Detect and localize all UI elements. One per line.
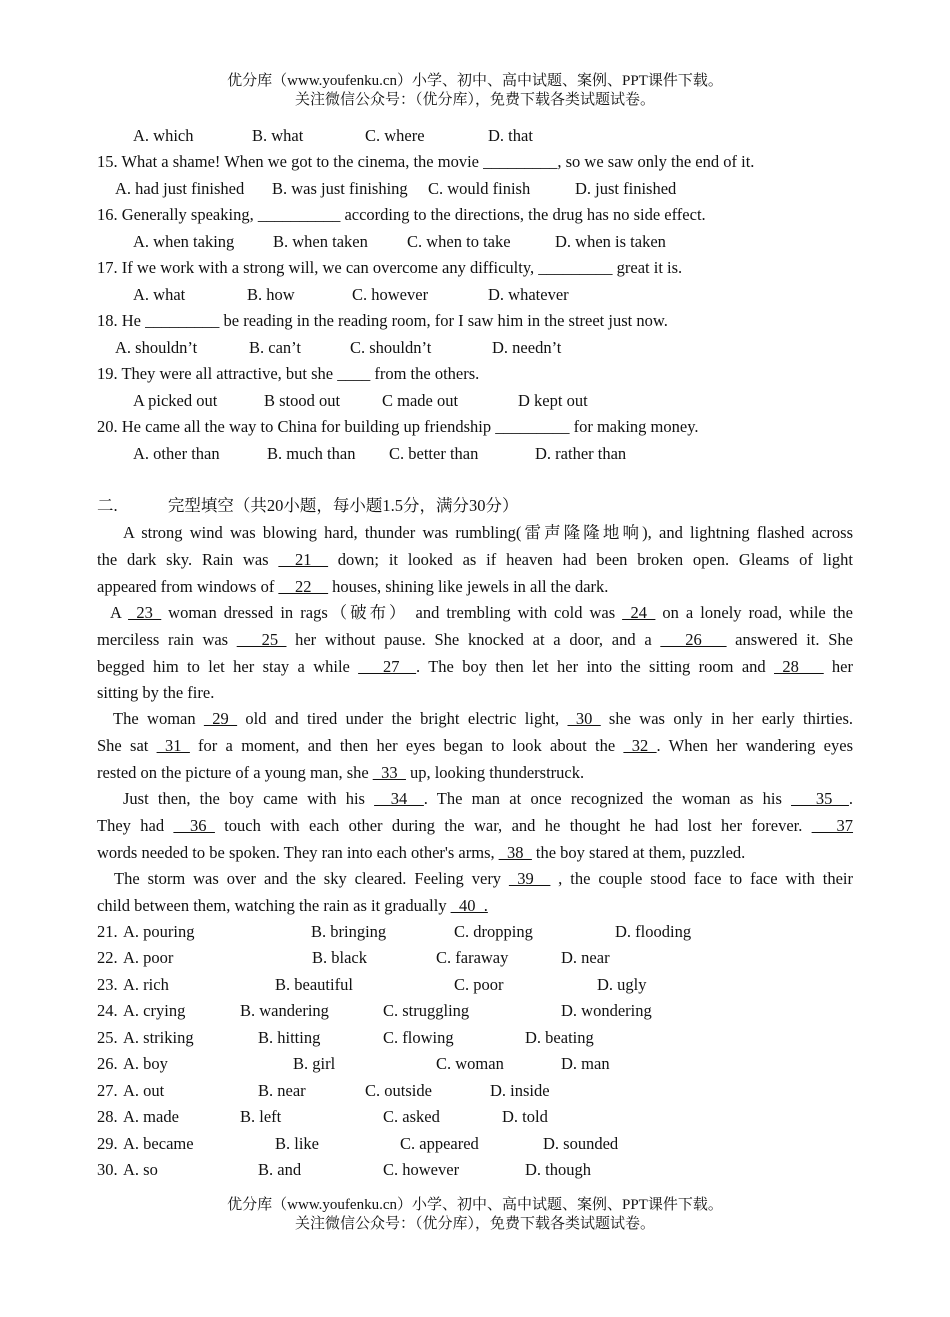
cloze-question xyxy=(97,1134,619,1154)
question-text: 18. He xyxy=(97,311,146,330)
question-text: from the others. xyxy=(370,364,480,383)
option: D. that xyxy=(488,126,533,145)
answer-blank: _________ xyxy=(145,311,220,330)
passage-text: answered it. She xyxy=(726,630,854,649)
answer-blank: _31_ xyxy=(156,736,190,755)
passage-text: The storm was over and the sky cleared. Feeling very xyxy=(114,869,509,888)
option: C. struggling xyxy=(383,1001,470,1020)
passage-text: . When her wandering eyes xyxy=(656,736,853,755)
option: B. what xyxy=(252,126,304,145)
page-footer xyxy=(0,1196,950,1234)
question-number: 30. xyxy=(97,1160,118,1179)
passage-line xyxy=(97,843,745,863)
option: A picked out xyxy=(133,391,218,410)
question-number: 25. xyxy=(97,1028,118,1047)
footer-line-2: 关注微信公众号：（优分库），免费下载各类试题试卷。 xyxy=(294,1216,655,1232)
option: B. bringing xyxy=(311,922,387,941)
cloze-question xyxy=(97,922,692,942)
option: C. where xyxy=(365,126,425,145)
section-heading xyxy=(97,496,519,516)
passage-text: up, looking thunderstruck. xyxy=(405,763,585,782)
cloze-question xyxy=(97,1081,550,1101)
answer-blank: _33_ xyxy=(372,763,406,782)
question-text: 17. If we work with a strong will, we can overcome any difficulty, xyxy=(97,258,539,277)
answer-blank: __________ xyxy=(257,205,341,224)
option: A. other than xyxy=(133,444,220,463)
option: D. wondering xyxy=(561,1001,652,1020)
passage-text: begged him to let her stay a while xyxy=(97,657,359,676)
question-18 xyxy=(97,311,668,331)
question-number: 26. xyxy=(97,1054,118,1073)
passage-text: A xyxy=(110,603,129,622)
option: D. inside xyxy=(490,1081,550,1100)
option: C. asked xyxy=(383,1107,440,1126)
cloze-question xyxy=(97,948,610,968)
question-15 xyxy=(97,152,754,172)
option: D. beating xyxy=(525,1028,594,1047)
option: A. made xyxy=(123,1107,179,1126)
answer-blank: ___35__ xyxy=(791,789,849,808)
option: B. left xyxy=(240,1107,282,1126)
section-title: 完型填空（共20小题，每小题1.5分，满分30分） xyxy=(167,496,519,515)
passage-text: They had xyxy=(97,816,174,835)
passage-line xyxy=(97,577,608,597)
option: D. when is taken xyxy=(555,232,666,251)
option: C. shouldn’t xyxy=(350,338,432,357)
passage-text: she was only in her early thirties. xyxy=(600,709,854,728)
answer-blank: _29_ xyxy=(203,709,237,728)
answer-blank: _________ xyxy=(495,417,570,436)
option: A. when taking xyxy=(133,232,235,251)
passage-line xyxy=(113,709,853,729)
question-text: , so we saw only the end of it. xyxy=(557,152,755,171)
question-16 xyxy=(97,205,706,225)
question-number: 22. xyxy=(97,948,118,967)
passage-text: sitting by the fire. xyxy=(97,683,215,702)
option: C. however xyxy=(352,285,429,304)
option: B. black xyxy=(312,948,367,967)
question-text: according to the directions, the drug has no side effect. xyxy=(340,205,706,224)
cloze-question xyxy=(97,1028,594,1048)
passage-line xyxy=(97,630,853,650)
option: D. though xyxy=(525,1160,591,1179)
passage-text: on a lonely road, while the xyxy=(655,603,853,622)
option: C. poor xyxy=(454,975,504,994)
question-19 xyxy=(97,364,479,384)
question-text: for making money. xyxy=(569,417,699,436)
answer-blank: ____ xyxy=(337,364,371,383)
option: C. better than xyxy=(389,444,479,463)
question-number: 28. xyxy=(97,1107,118,1126)
passage-line xyxy=(97,683,214,703)
answer-blank: _________ xyxy=(483,152,558,171)
option: B. wandering xyxy=(240,1001,329,1020)
option: B. hitting xyxy=(258,1028,321,1047)
answer-blank: _38_ xyxy=(498,843,532,862)
option: D. told xyxy=(502,1107,548,1126)
passage-text: old and tired under the bright electric light, xyxy=(236,709,568,728)
passage-text: . The boy then let her into the sitting room and xyxy=(416,657,775,676)
answer-blank: ___27__ xyxy=(358,657,417,676)
passage-line xyxy=(97,816,853,836)
passage-line xyxy=(97,736,853,756)
option: D. near xyxy=(561,948,610,967)
passage-text: touch with each other during the war, and he thought he had lost her forever. xyxy=(214,816,812,835)
option: C. woman xyxy=(436,1054,504,1073)
option: B. beautiful xyxy=(275,975,353,994)
answer-blank: _24_ xyxy=(622,603,656,622)
passage-text: houses, shining like jewels in all the dark. xyxy=(327,577,609,596)
passage-line xyxy=(97,763,584,783)
question-number: 29. xyxy=(97,1134,118,1153)
option: B. near xyxy=(258,1081,306,1100)
footer-line-1: 优分库（www.youfenku.cn）小学、初中、高中试题、案例、PPT课件下载。 xyxy=(227,1197,723,1213)
passage-text: her xyxy=(823,657,854,676)
passage-text: merciless rain was xyxy=(97,630,237,649)
passage-line xyxy=(97,896,488,916)
option: D. rather than xyxy=(535,444,627,463)
option: B. was just finishing xyxy=(272,179,408,198)
option: A. became xyxy=(123,1134,194,1153)
option: D. man xyxy=(561,1054,610,1073)
passage-text: the dark sky. Rain was xyxy=(97,550,279,569)
option: C. dropping xyxy=(454,922,533,941)
option: A. rich xyxy=(123,975,169,994)
option: C. however xyxy=(383,1160,460,1179)
answer-blank: __21__ xyxy=(278,550,328,569)
question-number: 23. xyxy=(97,975,118,994)
answer-blank: ___25_ xyxy=(236,630,287,649)
question-text: 15. What a shame! When we got to the cinema, the movie xyxy=(97,152,484,171)
option: A. boy xyxy=(123,1054,168,1073)
option: A. so xyxy=(123,1160,158,1179)
question-text: 16. Generally speaking, xyxy=(97,205,258,224)
option: A. which xyxy=(133,126,194,145)
passage-text: the boy stared at them, puzzled. xyxy=(531,843,746,862)
answer-blank: _39__ xyxy=(509,869,551,888)
option: A. what xyxy=(133,285,186,304)
passage-text: child between them, watching the rain as it gradually xyxy=(97,896,451,915)
answer-blank: _23_ xyxy=(128,603,162,622)
header-line-2: 关注微信公众号：（优分库），免费下载各类试题试卷。 xyxy=(294,92,655,108)
option: D. ugly xyxy=(597,975,647,994)
option: B. can’t xyxy=(249,338,301,357)
cloze-question xyxy=(97,1160,591,1180)
answer-blank: _40_. xyxy=(450,896,488,915)
passage-line xyxy=(97,550,853,570)
option: D. flooding xyxy=(615,922,692,941)
cloze-question xyxy=(97,1001,652,1021)
option: C made out xyxy=(382,391,459,410)
question-number: 21. xyxy=(97,922,118,941)
question-number: 27. xyxy=(97,1081,118,1100)
option: C. would finish xyxy=(428,179,531,198)
passage-text: appeared from windows of xyxy=(97,577,279,596)
answer-blank: _________ xyxy=(538,258,613,277)
option: D. needn’t xyxy=(492,338,562,357)
passage-text: her without pause. She knocked at a door, and a xyxy=(286,630,661,649)
passage-text: down; it looked as if heaven had been broken open. Gleams of light xyxy=(327,550,853,569)
passage-line xyxy=(110,603,853,623)
passage-line xyxy=(97,657,853,677)
cloze-question xyxy=(97,1054,610,1074)
answer-blank: _32_ xyxy=(623,736,657,755)
option: C. appeared xyxy=(400,1134,479,1153)
page-header xyxy=(0,72,950,110)
question-text: 20. He came all the way to China for building up friendship xyxy=(97,417,496,436)
answer-blank: __36_ xyxy=(173,816,215,835)
option: C. outside xyxy=(365,1081,432,1100)
answer-blank: _30_ xyxy=(567,709,601,728)
question-number: 24. xyxy=(97,1001,118,1020)
option: C. faraway xyxy=(436,948,509,967)
option: D kept out xyxy=(518,391,588,410)
header-line-1: 优分库（www.youfenku.cn）小学、初中、高中试题、案例、PPT课件下载。 xyxy=(227,73,723,89)
passage-text: Just then, the boy came with his xyxy=(123,789,375,808)
option: B. and xyxy=(258,1160,302,1179)
passage-text: The woman xyxy=(113,709,204,728)
option: B. when taken xyxy=(273,232,368,251)
passage-text: for a moment, and then her eyes began to look about the xyxy=(189,736,624,755)
question-17 xyxy=(97,258,682,278)
option: A. crying xyxy=(123,1001,186,1020)
answer-blank: __34__ xyxy=(374,789,424,808)
passage-line xyxy=(123,789,853,809)
option: D. whatever xyxy=(488,285,569,304)
option: D. sounded xyxy=(543,1134,619,1153)
passage-text: She sat xyxy=(97,736,157,755)
cloze-question xyxy=(97,1107,548,1127)
option: B. much than xyxy=(267,444,356,463)
answer-blank: _28___ xyxy=(774,657,824,676)
answer-blank: __22__ xyxy=(278,577,328,596)
answer-blank: ___37 xyxy=(811,816,854,835)
passage-text: rested on the picture of a young man, she xyxy=(97,763,373,782)
option: B. how xyxy=(247,285,295,304)
option: A. striking xyxy=(123,1028,194,1047)
option: B. like xyxy=(275,1134,319,1153)
answer-blank: ___26___ xyxy=(660,630,727,649)
option: B stood out xyxy=(264,391,341,410)
option: A. out xyxy=(123,1081,165,1100)
option: A. shouldn’t xyxy=(115,338,198,357)
option: A. pouring xyxy=(123,922,195,941)
option: C. when to take xyxy=(407,232,511,251)
passage-line xyxy=(123,523,853,543)
passage-line xyxy=(114,869,853,889)
passage-text: . xyxy=(848,789,853,808)
option: A. had just finished xyxy=(115,179,245,198)
passage-text: woman dressed in rags（破布） and trembling with cold was xyxy=(161,603,623,622)
passage-text: , the couple stood face to face with their xyxy=(550,869,853,888)
option: A. poor xyxy=(123,948,174,967)
option: D. just finished xyxy=(575,179,677,198)
option: B. girl xyxy=(293,1054,336,1073)
question-20 xyxy=(97,417,699,437)
question-text: 19. They were all attractive, but she xyxy=(97,364,338,383)
passage-text: A strong wind was blowing hard, thunder was rumbling(雷声隆隆地响), and lightning flashed across xyxy=(123,523,853,542)
cloze-question xyxy=(97,975,647,995)
section-number: 二. xyxy=(97,496,118,515)
question-text: great it is. xyxy=(612,258,683,277)
passage-text: . The man at once recognized the woman as his xyxy=(423,789,792,808)
question-text: be reading in the reading room, for I saw him in the street just now. xyxy=(219,311,668,330)
option: C. flowing xyxy=(383,1028,454,1047)
passage-text: words needed to be spoken. They ran into each other's arms, xyxy=(97,843,499,862)
